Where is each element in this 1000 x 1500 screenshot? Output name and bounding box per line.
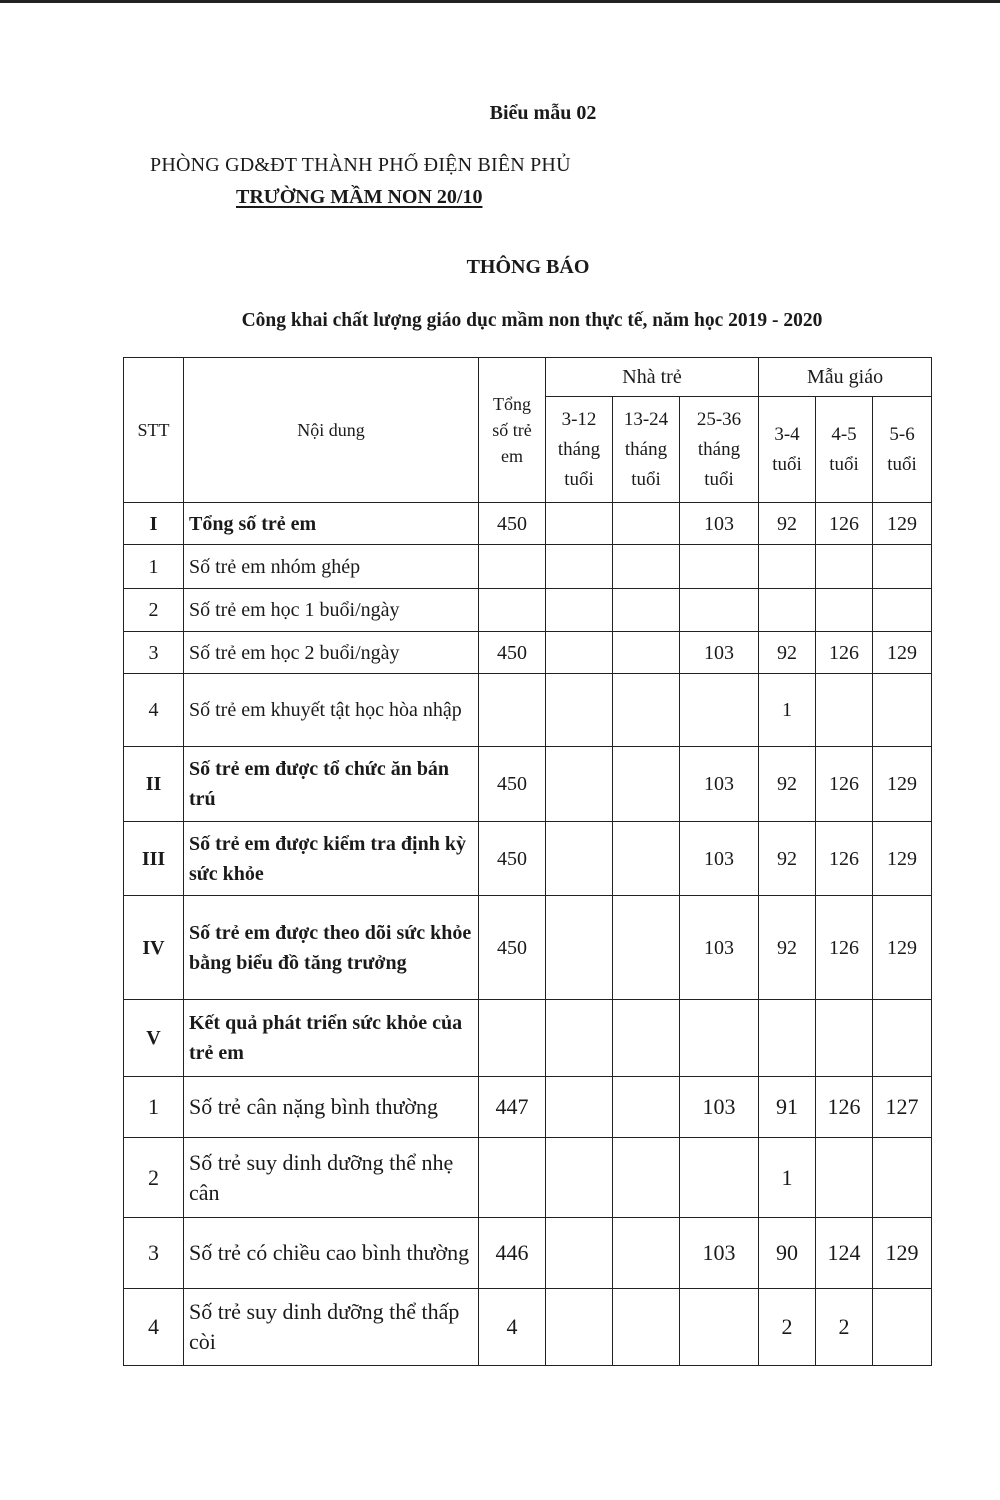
row-cell: 129 [873,503,932,545]
row-cell: 126 [816,1077,873,1138]
row-cell [873,1000,932,1077]
row-content: Số trẻ em được tổ chức ăn bán trú [184,747,479,822]
table-row [124,674,932,747]
row-stt: II [124,747,184,822]
header-age-3-4-years: 3-4 tuổi [759,397,816,503]
row-stt: 1 [124,1077,184,1138]
row-cell: 103 [680,896,759,1000]
row-content: Số trẻ em học 2 buổi/ngày [184,632,479,674]
row-total: 450 [479,896,546,1000]
row-stt: 4 [124,1289,184,1366]
row-cell [613,503,680,545]
row-cell [546,503,613,545]
row-cell: 126 [816,896,873,1000]
department-name: PHÒNG GD&ĐT THÀNH PHỐ ĐIỆN BIÊN PHỦ [150,154,571,176]
row-cell [613,822,680,896]
row-cell: 91 [759,1077,816,1138]
row-cell: 103 [680,632,759,674]
row-cell [613,1077,680,1138]
row-cell [613,1000,680,1077]
row-stt: IV [124,896,184,1000]
row-cell [680,674,759,747]
form-code: Biểu mẫu 02 [489,102,597,124]
row-cell [759,589,816,632]
row-cell [680,589,759,632]
statistics-table [123,357,932,1366]
row-total: 450 [479,747,546,822]
row-total: 450 [479,503,546,545]
row-cell [546,1289,613,1366]
row-total [479,589,546,632]
row-cell: 103 [680,1218,759,1289]
table-row [124,1289,932,1366]
row-cell: 92 [759,747,816,822]
row-cell [613,1289,680,1366]
row-cell [680,545,759,589]
table-row [124,1077,932,1138]
row-cell [546,1077,613,1138]
row-stt: I [124,503,184,545]
row-content: Số trẻ cân nặng bình thường [184,1077,479,1138]
row-cell: 127 [873,1077,932,1138]
row-total: 446 [479,1218,546,1289]
row-content: Số trẻ em học 1 buổi/ngày [184,589,479,632]
row-cell: 92 [759,632,816,674]
row-total: 447 [479,1077,546,1138]
table-row [124,1138,932,1218]
row-cell [816,545,873,589]
header-stt: STT [124,358,184,503]
row-cell [613,896,680,1000]
row-cell: 126 [816,632,873,674]
row-cell [613,632,680,674]
table-row [124,545,932,589]
header-content: Nội dung [184,358,479,503]
row-cell: 92 [759,503,816,545]
header-age-4-5-years: 4-5 tuổi [816,397,873,503]
header-age-5-6-years: 5-6 tuổi [873,397,932,503]
table-row [124,822,932,896]
header-kindergarten: Mẫu giáo [759,358,932,397]
row-cell: 129 [873,747,932,822]
row-total: 4 [479,1289,546,1366]
row-cell: 90 [759,1218,816,1289]
row-cell: 129 [873,632,932,674]
row-content: Số trẻ em được theo dõi sức khỏe bằng biểu đồ tăng trưởng [184,896,479,1000]
row-cell: 103 [680,747,759,822]
row-cell: 126 [816,747,873,822]
row-cell: 1 [759,674,816,747]
row-cell: 129 [873,822,932,896]
row-cell [546,589,613,632]
row-cell [546,632,613,674]
row-cell: 2 [816,1289,873,1366]
header-total: Tổng số trẻ em [479,358,546,503]
row-cell: 126 [816,503,873,545]
row-stt: 4 [124,674,184,747]
row-content: Số trẻ em được kiểm tra định kỳ sức khỏe [184,822,479,896]
row-content: Số trẻ có chiều cao bình thường [184,1218,479,1289]
row-cell: 126 [816,822,873,896]
row-total [479,545,546,589]
row-content: Số trẻ em khuyết tật học hòa nhập [184,674,479,747]
table-row [124,632,932,674]
row-cell [873,589,932,632]
row-cell [613,674,680,747]
header-age-25-36-months: 25-36 tháng tuổi [680,397,759,503]
row-content: Số trẻ suy dinh dưỡng thể thấp còi [184,1289,479,1366]
row-stt: 2 [124,589,184,632]
notice-title: THÔNG BÁO [466,256,590,278]
row-cell: 124 [816,1218,873,1289]
row-content: Tổng số trẻ em [184,503,479,545]
row-stt: III [124,822,184,896]
row-cell [546,822,613,896]
row-total: 450 [479,632,546,674]
row-cell [546,1138,613,1218]
row-cell: 129 [873,1218,932,1289]
row-cell: 129 [873,896,932,1000]
header-age-3-12-months: 3-12 tháng tuổi [546,397,613,503]
row-cell [613,1138,680,1218]
row-cell: 1 [759,1138,816,1218]
page-top-border [0,0,1000,3]
notice-subtitle: Công khai chất lượng giáo dục mầm non thực tế, năm học 2019 - 2020 [241,310,823,331]
row-content: Số trẻ em nhóm ghép [184,545,479,589]
row-stt: 3 [124,1218,184,1289]
row-cell [613,589,680,632]
row-cell: 103 [680,503,759,545]
school-name: TRƯỜNG MẦM NON 20/10 [236,186,483,208]
row-cell: 92 [759,896,816,1000]
table-row [124,747,932,822]
row-cell [546,1000,613,1077]
row-cell [873,545,932,589]
row-cell [546,674,613,747]
row-content: Kết quả phát triển sức khỏe của trẻ em [184,1000,479,1077]
row-total: 450 [479,822,546,896]
row-cell [816,1138,873,1218]
row-cell [613,747,680,822]
header-nursery: Nhà trẻ [546,358,759,397]
table-row [124,1218,932,1289]
row-stt: V [124,1000,184,1077]
row-total [479,1138,546,1218]
table-row [124,589,932,632]
row-cell [816,1000,873,1077]
row-cell [546,747,613,822]
row-cell [873,674,932,747]
row-cell [816,674,873,747]
row-cell [546,896,613,1000]
row-total [479,1000,546,1077]
row-cell [546,1218,613,1289]
row-cell [873,1138,932,1218]
row-cell: 103 [680,822,759,896]
row-cell: 103 [680,1077,759,1138]
row-stt: 3 [124,632,184,674]
row-cell: 92 [759,822,816,896]
row-stt: 1 [124,545,184,589]
row-cell [546,545,613,589]
row-cell [873,1289,932,1366]
table-row [124,1000,932,1077]
row-total [479,674,546,747]
row-cell [816,589,873,632]
row-cell [680,1000,759,1077]
row-cell [759,1000,816,1077]
row-cell [680,1289,759,1366]
row-stt: 2 [124,1138,184,1218]
row-cell [613,545,680,589]
row-cell [613,1218,680,1289]
table-row [124,896,932,1000]
row-cell: 2 [759,1289,816,1366]
row-cell [680,1138,759,1218]
header-age-13-24-months: 13-24 tháng tuổi [613,397,680,503]
row-content: Số trẻ suy dinh dưỡng thể nhẹ cân [184,1138,479,1218]
row-cell [759,545,816,589]
table-row [124,503,932,545]
